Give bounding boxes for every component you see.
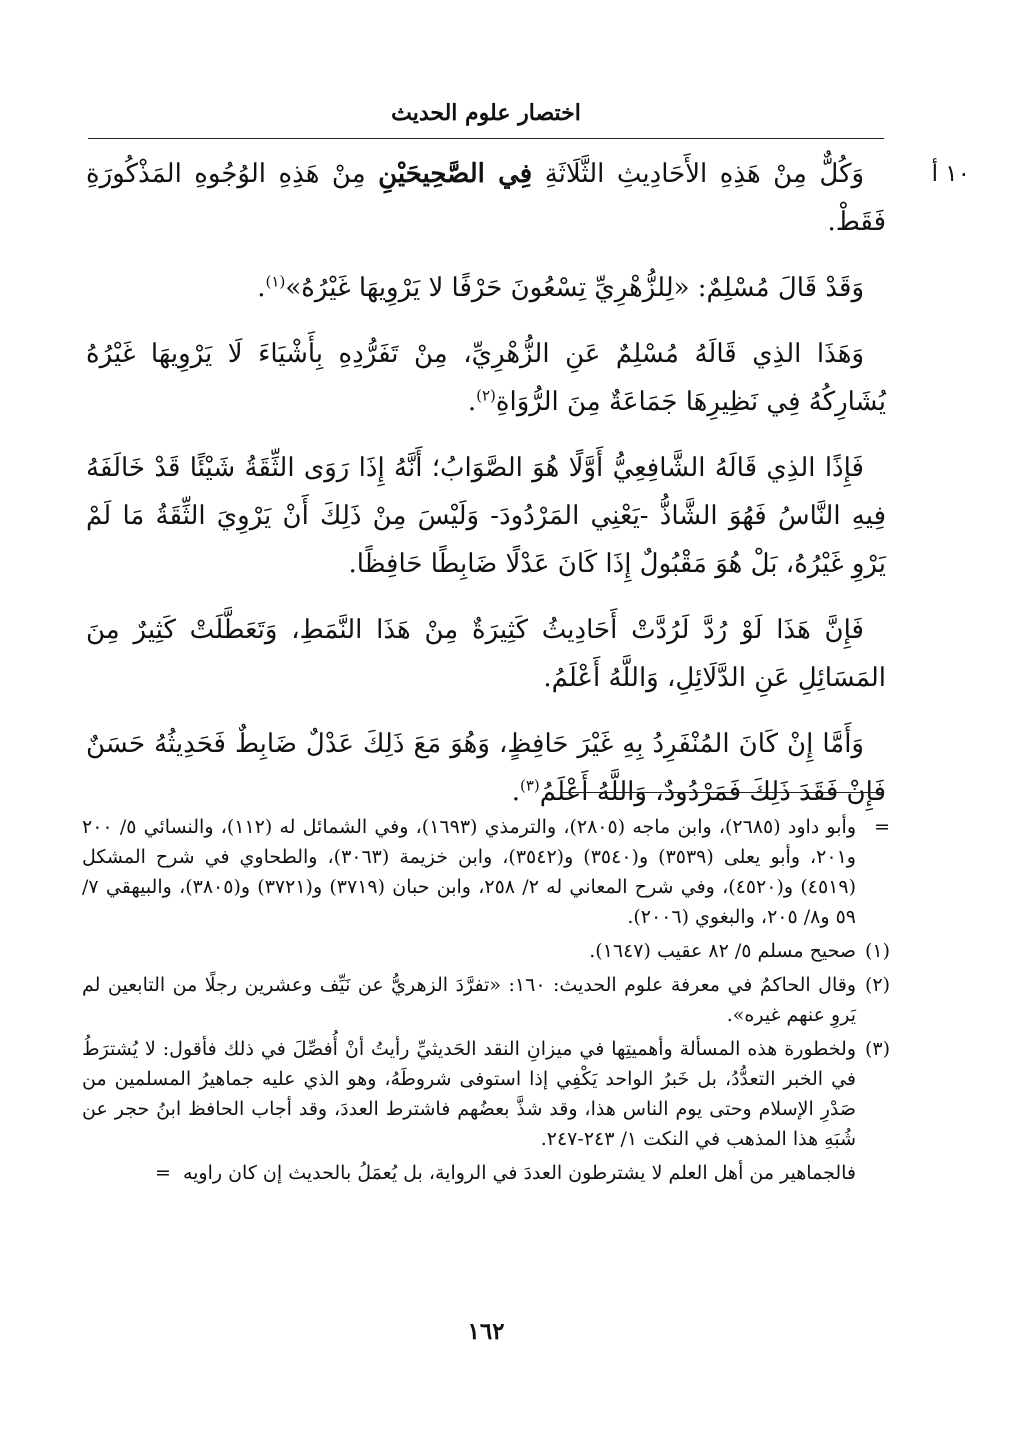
paragraph-text: فَإِنَّ هَذَا لَوْ رُدَّ لَرُدَّتْ أَحَادِيثُ كَثِيرَةٌ مِنْ هَذَا النَّمَطِ، وَتَعَطَّلَتْ كَثِيرٌ مِنَ المَسَائِلِ عَنِ الدَّلَائِلِ، وَاللَّهُ أَعْلَمُ. — [86, 615, 886, 693]
footnote-text: صحيح مسلم ٥/ ٨٢ عقيب (١٦٤٧). — [589, 940, 856, 962]
footnote-text: وقال الحاكمُ في معرفة علوم الحديث: ١٦٠: «تفرَّدَ الزهريُّ عن نَيِّف وعشرين رجلًا من التابعين لم يَروِ عنهم غيره». — [82, 974, 856, 1026]
footnote-number — [856, 1158, 890, 1188]
footnote-text: ولخطورة هذه المسألة وأهميتِها في ميزانِ النقد الحَديثيِّ رأيتُ أنْ أُفصِّلَ في ذلك فأقول: لا يُشترَطُ في الخبر التعدُّدُ، بل خَبرُ الواحد يَكْفِي إذا استوفى شروطَهُ، وهو الذي عليه جماهيرُ المسلمين من صَدْرِ الإسلام وحتى يوم الناس هذا، وقد شذَّ بعضُهم فاشترط العددَ، وقد أجاب الحافظ ابنُ حجر عن شُبَهِ هذا المذهب في النكت ١/ ٢٤٣-٢٤٧. — [82, 1038, 856, 1150]
continuation-mark: = — [874, 816, 890, 838]
running-head-title: اختصار علوم الحديث — [391, 100, 581, 126]
footnote-2 — [82, 970, 890, 1030]
footnote-continued — [82, 812, 890, 932]
paragraph — [86, 264, 886, 312]
footnote-3-continued — [82, 1158, 890, 1188]
footnote-text-part: فالجماهير من أهل العلم لا يشترطون العددَ في الرواية، بل يُعمَلُ بالحديث إن كان راويه — [182, 1162, 856, 1184]
paragraph-text: . — [257, 273, 266, 303]
footnote-text: وأبو داود (٢٦٨٥)، وابن ماجه (٢٨٠٥)، والترمذي (١٦٩٣)، وفي الشمائل له (١١٢)، والنسائي ٥/ ٢٠٠ و٢٠١، وأبو يعلى (٣٥٣٩) و(٣٥٤٠) و(٣٥٤٢)، وابن خزيمة (٣٠٦٣)، والطحاوي في شرح المشكل (٤٥١٩) و(٤٥٢٠)، وفي شرح المعاني له ٢/ ٢٥٨، وابن حبان (٣٧١٩) و(٣٧٢١) و(٣٨٠٥)، والبيهقي ٧/ ٥٩ و٨/ ٢٠٥، والبغوي (٢٠٠٦). — [82, 816, 856, 928]
manuscript-folio-note: ١٠ أ — [931, 161, 970, 187]
main-text — [86, 150, 886, 820]
footnote-reference[interactable]: (١) — [265, 272, 286, 291]
footnote-text — [82, 1158, 856, 1188]
paragraph-text: وَكُلٌّ مِنْ هَذِهِ الأَحَادِيثِ الثَّلَاثَةِ — [532, 159, 864, 189]
paragraph-text: فَإِذًا الذِي قَالَهُ الشَّافِعِيُّ أَوَّلًا هُوَ الصَّوَابُ؛ أَنَّهُ إِذَا رَوَى الثِّقَةُ شَيْئًا قَدْ خَالَفَهُ فِيهِ النَّاسُ فَهُوَ الشَّاذُّ -يَعْنِي المَرْدُودَ- وَلَيْسَ مِنْ ذَلِكَ أَنْ يَرْوِيَ الثِّقَةُ مَا لَمْ يَرْوِ غَيْرُهُ، بَلْ هُوَ مَقْبُولٌ إِذَا كَانَ عَدْلًا ضَابِطًا حَافِظًا. — [86, 453, 886, 579]
footnote-reference[interactable]: (٣) — [520, 776, 540, 795]
paragraph-text: وَأَمَّا إِنْ كَانَ المُنْفَرِدُ بِهِ غَيْرَ حَافِظٍ، وَهُوَ مَعَ ذَلِكَ عَدْلٌ ضَابِطٌ فَحَدِيثُهُ حَسَنٌ فَإِنْ فَقَدَ ذَلِكَ فَمَرْدُودٌ، وَاللَّهُ أَعْلَمُ — [86, 729, 886, 807]
footnote-number: (١) — [864, 940, 890, 962]
paragraph-text: . — [467, 387, 477, 417]
footnote-separator — [560, 792, 884, 793]
paragraph — [86, 330, 886, 426]
paragraph — [86, 606, 886, 702]
header-rule — [88, 138, 884, 139]
paragraph-text: وَهَذَا الذِي قَالَهُ مُسْلِمٌ عَنِ الزُّهْرِيِّ، مِنْ تَفَرُّدِهِ بِأَشْيَاءَ لَا يَرْوِيهَا غَيْرُهُ يُشَارِكُهُ فِي نَظِيرِهَا جَمَاعَةٌ مِنَ الرُّوَاةِ — [86, 339, 886, 417]
footnote-number: (٣) — [864, 1038, 890, 1060]
footnote-number: (٢) — [864, 974, 890, 996]
emphasized-term: فِي الصَّحِيحَيْنِ — [378, 159, 533, 189]
page-number: ١٦٢ — [467, 1318, 505, 1345]
paragraph-text: . — [511, 777, 520, 807]
paragraph-text: وَقَدْ قَالَ مُسْلِمٌ: «لِلزُّهْرِيِّ تِسْعُونَ حَرْفًا لا يَرْوِيهَا غَيْرُهُ» — [285, 273, 864, 303]
continuation-mark: = — [155, 1162, 171, 1184]
footnote-reference[interactable]: (٢) — [476, 386, 496, 405]
footnotes — [82, 812, 890, 1192]
footnote-3 — [82, 1034, 890, 1154]
paragraph — [86, 150, 886, 246]
paragraph-text: مِنْ هَذِهِ الوُجُوهِ المَذْكُورَةِ فَقَطْ. — [86, 159, 886, 237]
footnote-1 — [82, 936, 890, 966]
paragraph — [86, 720, 886, 816]
paragraph — [86, 444, 886, 588]
